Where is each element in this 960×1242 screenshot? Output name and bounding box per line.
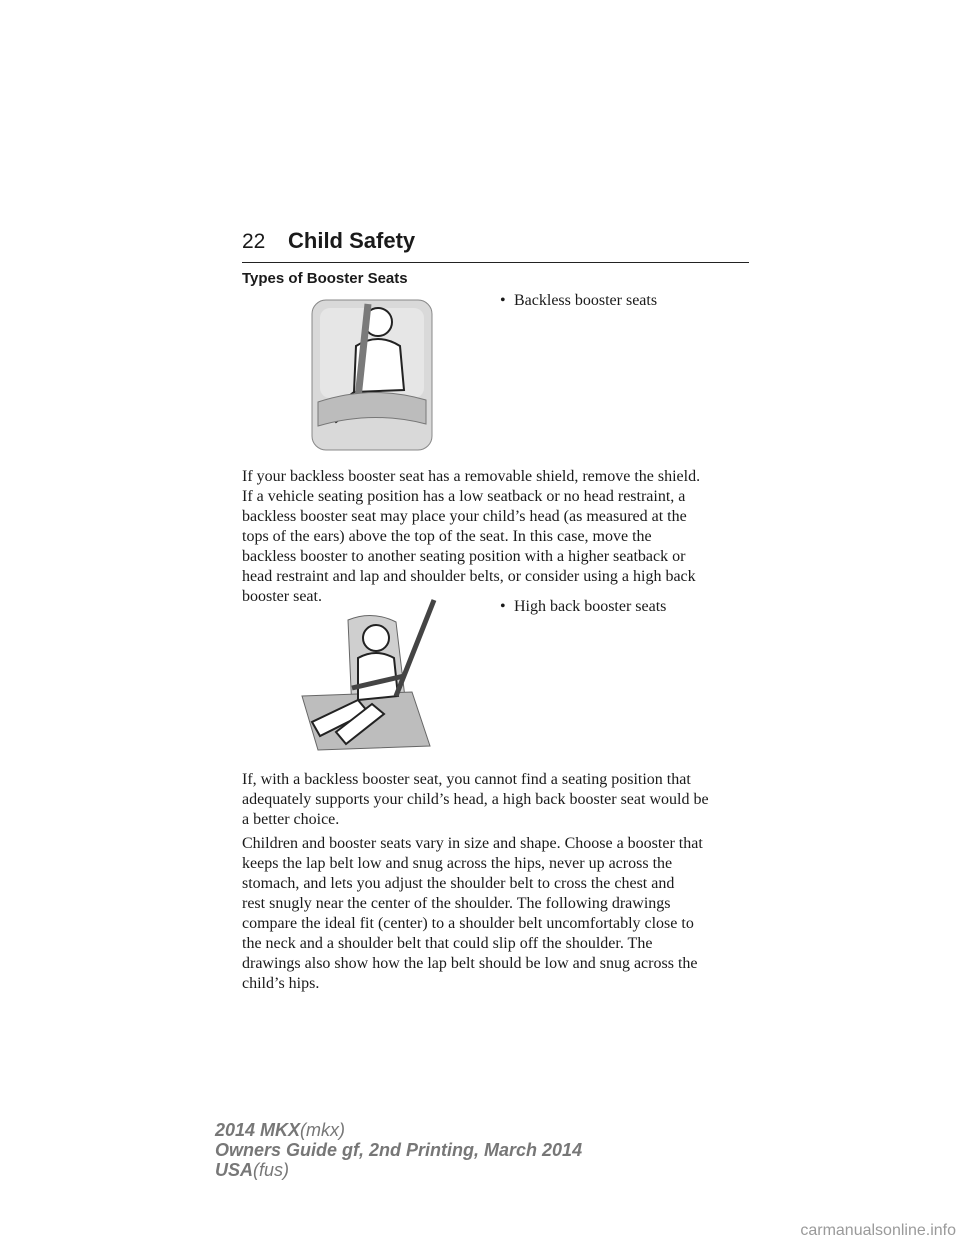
backless-booster-illustration [308,294,436,454]
text-line: a better choice. [242,811,340,828]
text-line: head restraint and lap and shoulder belts, or consider using a high back [242,568,696,585]
bullet-high-back [500,598,666,616]
page-number: 22 [242,230,266,253]
text-line: If, with a backless booster seat, you cannot find a seating position that [242,771,691,788]
paragraph-head-support [242,770,752,830]
high-back-booster-illustration [292,596,438,754]
text-line: backless booster seat may place your child’s head (as measured at the [242,508,687,525]
footer-line-model [215,1120,582,1140]
footer-line-guide [215,1140,582,1160]
footer-line-market [215,1160,582,1180]
text-line: Children and booster seats vary in size and shape. Choose a booster that [242,835,703,852]
footer-model: 2014 MKX [215,1120,301,1140]
text-line: tops of the ears) above the top of the seat. In this case, move the [242,528,652,545]
watermark: carmanualsonline.info [800,1222,956,1239]
text-line: keeps the lap belt low and snug across the hips, never up across the [242,855,673,872]
paragraph-fit-guidance [242,834,752,994]
page-header [242,228,749,263]
section-title: Child Safety [288,228,416,253]
bullet-text: Backless booster seats [514,292,658,309]
footer-model-code: (mkx) [300,1120,346,1140]
text-line: compare the ideal fit (center) to a shoulder belt uncomfortably close to [242,915,694,932]
bullet-marker: • [500,598,506,615]
bullet-marker: • [500,292,506,309]
text-line: booster seat. [242,588,322,605]
text-line: the neck and a shoulder belt that could slip off the shoulder. The [242,935,653,952]
text-line: child’s hips. [242,975,320,992]
text-line: drawings also show how the lap belt should be low and snug across the [242,955,698,972]
text-line: adequately supports your child’s head, a high back booster seat would be [242,791,709,808]
document-footer [215,1120,582,1180]
text-line: stomach, and lets you adjust the shoulder belt to cross the chest and [242,875,675,892]
paragraph-backless-shield [242,467,752,607]
text-line: If your backless booster seat has a removable shield, remove the shield. [242,468,701,485]
subheading: Types of Booster Seats [242,270,408,287]
footer-market-code: (fus) [253,1160,290,1180]
bullet-text: High back booster seats [514,598,667,615]
footer-market: USA [215,1160,254,1180]
footer-guide: Owners Guide gf, 2nd Printing, March 2014 [215,1140,583,1160]
text-line: If a vehicle seating position has a low seatback or no head restraint, a [242,488,686,505]
text-line: backless booster to another seating position with a higher seatback or [242,548,686,565]
bullet-backless [500,292,657,310]
text-line: rest snugly near the center of the shoulder. The following drawings [242,895,671,912]
